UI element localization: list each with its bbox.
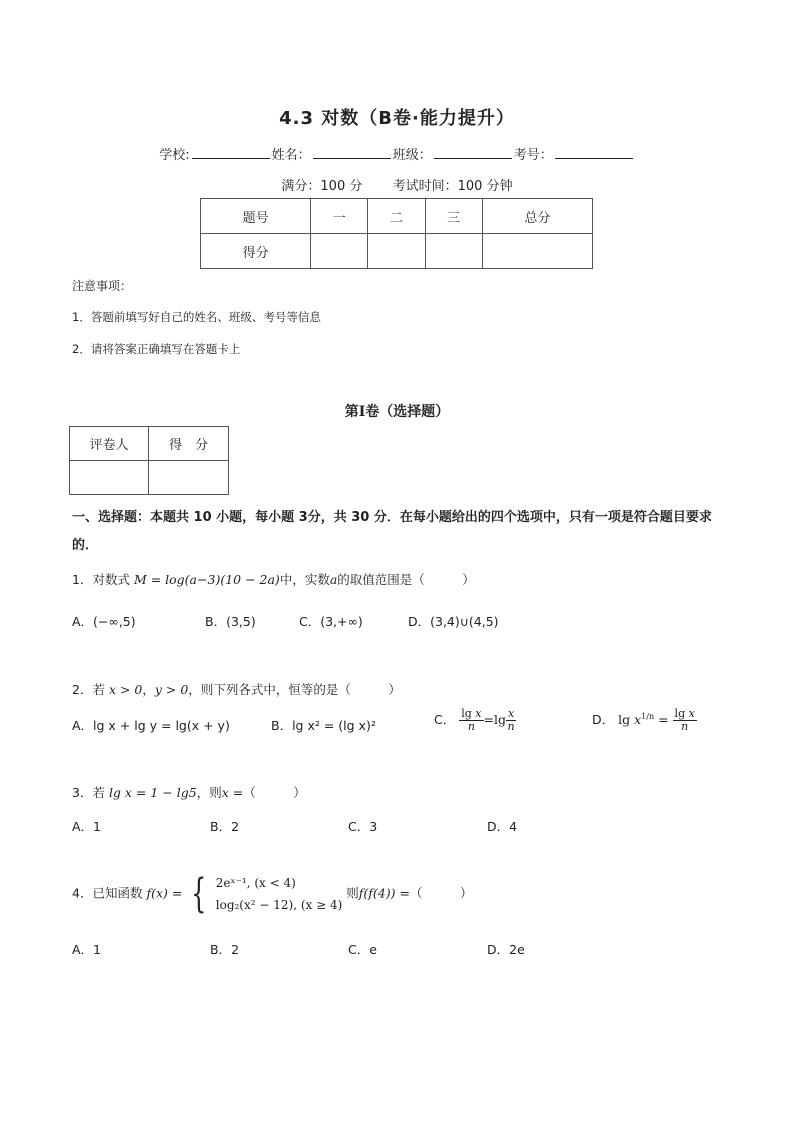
note-item: 2．请将答案正确填写在答题卡上 bbox=[72, 342, 241, 356]
class-blank[interactable] bbox=[434, 146, 512, 159]
q4-suffix: （ ） bbox=[409, 885, 473, 901]
full-score: 满分：100 分 bbox=[281, 179, 363, 194]
q1-var: a bbox=[329, 572, 338, 587]
score-cell[interactable] bbox=[482, 234, 592, 269]
q4-prefix: 4．已知函数 bbox=[72, 885, 143, 901]
score-table-score-row bbox=[201, 234, 593, 269]
q4-option-c[interactable]: C．e bbox=[348, 942, 377, 957]
score-table-header-row bbox=[201, 199, 593, 234]
grader-table bbox=[69, 426, 229, 495]
part-one-instructions: 一、选择题：本题共 10 小题，每小题 3分，共 30 分．在每小题给出的四个选项中，只有一项是符合题目要求的． bbox=[72, 510, 712, 553]
school-blank[interactable] bbox=[192, 146, 270, 159]
q4-option-b[interactable]: B．2 bbox=[210, 942, 240, 957]
q4-fx: f(x) = bbox=[146, 885, 183, 901]
question-2 bbox=[72, 680, 401, 698]
score-header-cell: 总分 bbox=[482, 199, 592, 234]
q3-option-b[interactable]: B．2 bbox=[210, 819, 240, 834]
exam-time: 考试时间：100 分钟 bbox=[392, 179, 513, 194]
piecewise-case-1: 2eˣ⁻¹, (x < 4) bbox=[215, 876, 296, 890]
q3-option-a[interactable]: A．1 bbox=[72, 819, 102, 834]
grader-label: 评卷人 bbox=[70, 427, 149, 461]
score-cell[interactable] bbox=[425, 234, 482, 269]
question-3 bbox=[72, 783, 306, 801]
q2-option-d-label: D． bbox=[592, 712, 615, 727]
q4-option-d[interactable]: D．2e bbox=[487, 942, 525, 957]
name-blank[interactable] bbox=[313, 146, 391, 159]
student-info-line bbox=[0, 144, 794, 163]
q3-mid: ，则 bbox=[196, 785, 222, 800]
q3-option-c[interactable]: C．3 bbox=[348, 819, 378, 834]
grader-score-cell[interactable] bbox=[149, 461, 229, 495]
q2-prefix: 2．若 bbox=[72, 682, 105, 697]
q3-suffix: （ ） bbox=[243, 785, 306, 800]
score-header-cell: 一 bbox=[311, 199, 368, 234]
note-item: 1．答题前填写好自己的姓名、班级、考号等信息 bbox=[72, 310, 321, 324]
grader-cell[interactable] bbox=[70, 461, 149, 495]
school-label: 学校: bbox=[159, 148, 190, 163]
grader-score-label: 得 分 bbox=[149, 427, 229, 461]
q1-option-d[interactable]: D．(3,4)∪(4,5) bbox=[408, 614, 499, 629]
q1-mid: 中，实数 bbox=[279, 572, 330, 587]
piecewise-case-2: log₂(x² − 12), (x ≥ 4) bbox=[215, 898, 343, 912]
score-header-cell: 二 bbox=[368, 199, 425, 234]
piecewise-cases bbox=[216, 872, 343, 916]
q2-option-d[interactable]: D． $\lg x^{1/n}$ = $\frac{\text{lg x}}{n}$ bbox=[592, 707, 695, 733]
q3-expression: lg x = 1 − lg5 bbox=[108, 785, 197, 800]
q3-prefix: 3．若 bbox=[72, 785, 105, 800]
q1-option-c[interactable]: C．(3,+∞) bbox=[299, 614, 363, 629]
q3-option-d[interactable]: D．4 bbox=[487, 819, 518, 834]
score-table bbox=[200, 198, 593, 269]
q2-option-a[interactable]: A．lg x + lg y = lg(x + y) bbox=[72, 718, 230, 733]
q1-expression: M = log(a−3)(10 − 2a) bbox=[133, 572, 280, 587]
q2-option-b[interactable]: B．lg x² = (lg x)² bbox=[271, 718, 376, 733]
q1-prefix: 1．对数式 bbox=[72, 572, 130, 587]
brace-icon: { bbox=[191, 871, 207, 917]
q2-suffix: ，则下列各式中，恒等的是（ ） bbox=[188, 682, 401, 697]
q2-option-c-label: C． bbox=[434, 712, 456, 727]
q1-option-a[interactable]: A．(−∞,5) bbox=[72, 614, 136, 629]
q2-sep: ， bbox=[142, 682, 155, 697]
fraction: $\frac{\text{lg x}}{n}$ bbox=[674, 707, 695, 733]
score-cell[interactable] bbox=[368, 234, 425, 269]
exam-no-blank[interactable] bbox=[555, 146, 633, 159]
q1-option-b[interactable]: B．(3,5) bbox=[205, 614, 256, 629]
class-label: 班级： bbox=[392, 148, 432, 163]
q3-var: x = bbox=[221, 785, 244, 800]
question-4 bbox=[72, 872, 472, 916]
q4-mid: 则 bbox=[346, 885, 359, 901]
notes-title: 注意事项： bbox=[72, 279, 133, 293]
fraction: $\frac{x}{n}$ bbox=[507, 707, 515, 733]
name-label: 姓名： bbox=[271, 148, 311, 163]
exam-no-label: 考号： bbox=[513, 148, 553, 163]
question-1 bbox=[72, 570, 475, 588]
page-title: 4.3 对数（B卷·能力提升） bbox=[279, 108, 515, 129]
section-title: 第Ⅰ卷（选择题） bbox=[344, 404, 450, 420]
score-row-label: 得分 bbox=[201, 234, 311, 269]
fraction: $\frac{\text{lg x}}{n}$ bbox=[461, 707, 482, 733]
q2-cond1: x > 0 bbox=[108, 682, 143, 697]
q1-suffix: 的取值范围是（ ） bbox=[337, 572, 475, 587]
exam-meta bbox=[0, 175, 794, 194]
score-cell[interactable] bbox=[311, 234, 368, 269]
q2-option-c[interactable]: C． $\frac{\text{lg x}}{n}$ =lg $\frac{x}{n}$ bbox=[434, 707, 515, 733]
score-header-cell: 三 bbox=[425, 199, 482, 234]
score-header-cell: 题号 bbox=[201, 199, 311, 234]
q4-expression: f(f(4)) = bbox=[358, 885, 410, 901]
q2-cond2: y > 0 bbox=[154, 682, 189, 697]
q4-option-a[interactable]: A．1 bbox=[72, 942, 102, 957]
